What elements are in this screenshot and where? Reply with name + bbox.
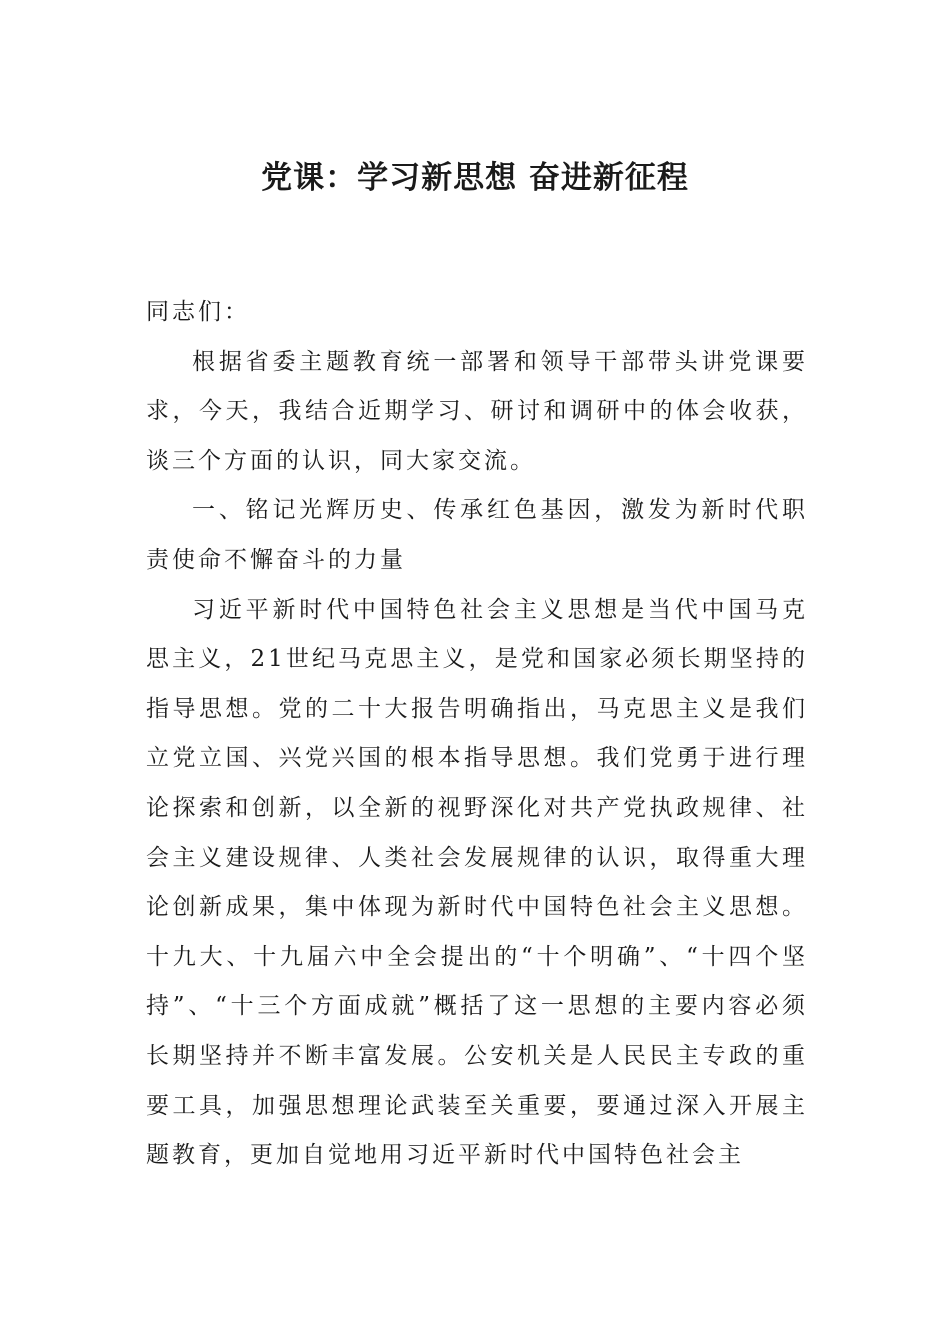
- document-title: 党课：学习新思想 奋进新征程: [261, 160, 689, 196]
- section-heading-1: 一、铭记光辉历史、传承红色基因，激发为新时代职责使命不懈奋斗的力量: [146, 497, 808, 573]
- document-body: [146, 288, 808, 1181]
- paragraph-body: 习近平新时代中国特色社会主义思想是当代中国马克思主义，21世纪马克思主义，是党和国家必须长期坚持的指导思想。党的二十大报告明确指出，马克思主义是我们立党立国、兴党兴国的根本指导思想。我们党勇于进行理论探索和创新，以全新的视野深化对共产党执政规律、社会主义建设规律、人类社会发展规律的认识，取得重大理论创新成果，集中体现为新时代中国特色社会主义思想。十九大、十九届六中全会提出的“十个明确”、“十四个坚持”、“十三个方面成就”概括了这一思想的主要内容必须长期坚持并不断丰富发展。公安机关是人民民主专政的重要工具，加强思想理论武装至关重要，要通过深入开展主题教育，更加自觉地用习近平新时代中国特色社会主: [146, 596, 808, 1169]
- paragraph-intro: 根据省委主题教育统一部署和领导干部带头讲党课要求，今天，我结合近期学习、研讨和调研中的体会收获，谈三个方面的认识，同大家交流。: [146, 348, 808, 474]
- salutation: 同志们：: [146, 299, 250, 325]
